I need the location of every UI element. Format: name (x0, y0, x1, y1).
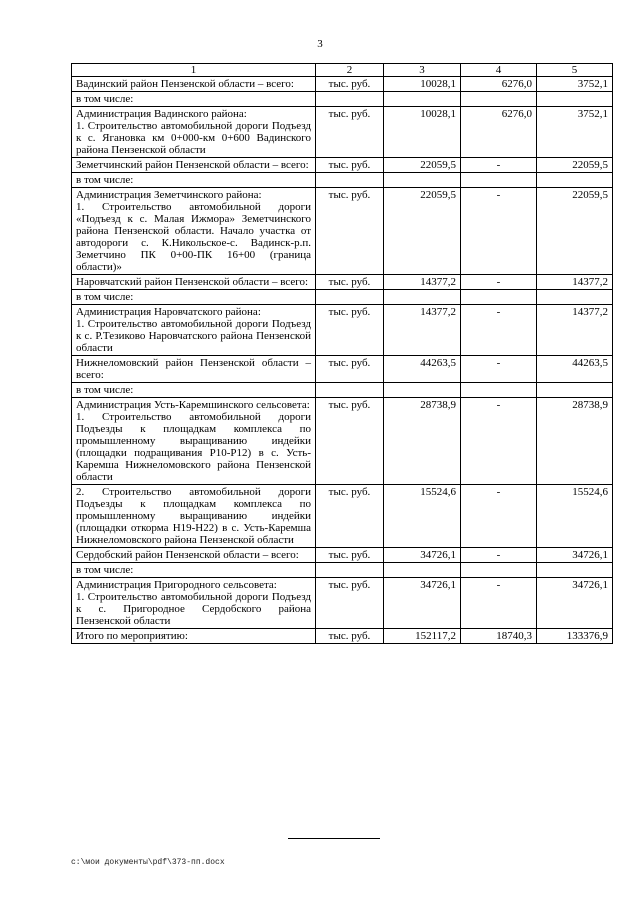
row-col4-cell: - (461, 398, 537, 485)
row-name-cell: Сердобский район Пензенской области – всего: (72, 548, 316, 563)
row-total-cell: 15524,6 (384, 485, 461, 548)
row-unit-cell (316, 290, 384, 305)
row-name-cell: Администрация Пригородного сельсовета: 1. Строительство автомобильной дороги Подъезд к с. Пригородное Сердобского района Пензенской области (72, 578, 316, 629)
row-total-cell: 34726,1 (384, 578, 461, 629)
table-row (72, 398, 613, 485)
row-col5-cell: 3752,1 (537, 77, 613, 92)
row-name-cell: Земетчинский район Пензенской области – всего: (72, 158, 316, 173)
row-name-cell: Вадинский район Пензенской области – всего: (72, 77, 316, 92)
row-col4-cell (461, 173, 537, 188)
row-total-cell: 152117,2 (384, 629, 461, 644)
header-cell: 5 (537, 64, 613, 77)
row-col5-cell: 3752,1 (537, 107, 613, 158)
row-name-cell: 2. Строительство автомобильной дороги Подъезды к площадкам комплекса по промышленному выращиванию индейки (площадки откорма Н19-Н22) в с. Усть-Каремша Нижнеломовского района Пензенской области (72, 485, 316, 548)
row-total-cell: 28738,9 (384, 398, 461, 485)
table-row (72, 383, 613, 398)
row-col4-cell (461, 563, 537, 578)
row-name-cell: Наровчатский район Пензенской области – всего: (72, 275, 316, 290)
table-row (72, 578, 613, 629)
table-row (72, 629, 613, 644)
row-total-cell (384, 290, 461, 305)
row-col4-cell (461, 383, 537, 398)
row-total-cell: 34726,1 (384, 548, 461, 563)
table-row (72, 356, 613, 383)
row-unit-cell (316, 92, 384, 107)
table-row (72, 275, 613, 290)
row-col5-cell: 133376,9 (537, 629, 613, 644)
row-col4-cell: - (461, 548, 537, 563)
table-header-row (72, 64, 613, 77)
row-total-cell (384, 383, 461, 398)
row-name-cell: в том числе: (72, 92, 316, 107)
header-cell: 1 (72, 64, 316, 77)
table-row (72, 92, 613, 107)
row-col5-cell: 44263,5 (537, 356, 613, 383)
row-name-cell: в том числе: (72, 173, 316, 188)
row-unit-cell: тыс. руб. (316, 629, 384, 644)
row-col5-cell: 22059,5 (537, 188, 613, 275)
row-unit-cell: тыс. руб. (316, 578, 384, 629)
row-col4-cell: - (461, 356, 537, 383)
row-unit-cell: тыс. руб. (316, 77, 384, 92)
row-col5-cell (537, 563, 613, 578)
row-name-cell: Администрация Наровчатского района: 1. Строительство автомобильной дороги Подъезд к с. Р.Тезиково Наровчатского района Пензенской области (72, 305, 316, 356)
table-row (72, 548, 613, 563)
row-total-cell: 44263,5 (384, 356, 461, 383)
header-cell: 4 (461, 64, 537, 77)
row-total-cell: 22059,5 (384, 188, 461, 275)
table-row (72, 290, 613, 305)
row-name-cell: Администрация Вадинского района: 1. Строительство автомобильной дороги Подъезд к с. Ягановка км 0+000-км 0+600 Вадинского района Пензенской области (72, 107, 316, 158)
row-col4-cell: - (461, 305, 537, 356)
row-col5-cell: 14377,2 (537, 275, 613, 290)
footer-divider (288, 838, 380, 839)
row-col4-cell: - (461, 188, 537, 275)
table-row (72, 158, 613, 173)
budget-table (71, 63, 613, 644)
row-name-cell: Администрация Усть-Каремшинского сельсовета: 1. Строительство автомобильной дороги Подъезды к площадкам комплекса по промышленному выращиванию индейки (площадки подращивания Р10-Р12) в с. Усть-Каремша Нижнеломовского района Пензенской области (72, 398, 316, 485)
row-name-cell: Итого по мероприятию: (72, 629, 316, 644)
row-unit-cell (316, 173, 384, 188)
row-col5-cell: 34726,1 (537, 578, 613, 629)
row-unit-cell: тыс. руб. (316, 485, 384, 548)
row-unit-cell: тыс. руб. (316, 356, 384, 383)
header-cell: 3 (384, 64, 461, 77)
footer-file-path: c:\мои документы\pdf\373-пп.docx (71, 858, 225, 867)
table-row (72, 77, 613, 92)
row-unit-cell (316, 383, 384, 398)
table-row (72, 188, 613, 275)
row-col5-cell (537, 92, 613, 107)
row-col4-cell: 6276,0 (461, 77, 537, 92)
row-col4-cell: - (461, 578, 537, 629)
row-name-cell: в том числе: (72, 563, 316, 578)
row-total-cell: 22059,5 (384, 158, 461, 173)
row-unit-cell: тыс. руб. (316, 158, 384, 173)
row-unit-cell: тыс. руб. (316, 107, 384, 158)
row-name-cell: Нижнеломовский район Пензенской области – всего: (72, 356, 316, 383)
row-col5-cell (537, 383, 613, 398)
row-total-cell: 10028,1 (384, 107, 461, 158)
row-col4-cell: - (461, 158, 537, 173)
row-unit-cell: тыс. руб. (316, 188, 384, 275)
row-col4-cell (461, 92, 537, 107)
row-name-cell: в том числе: (72, 383, 316, 398)
row-unit-cell: тыс. руб. (316, 548, 384, 563)
row-unit-cell: тыс. руб. (316, 305, 384, 356)
row-col4-cell (461, 290, 537, 305)
table-row (72, 563, 613, 578)
row-total-cell (384, 92, 461, 107)
table-row (72, 173, 613, 188)
row-total-cell: 14377,2 (384, 275, 461, 290)
header-cell: 2 (316, 64, 384, 77)
row-col5-cell: 28738,9 (537, 398, 613, 485)
row-col5-cell: 15524,6 (537, 485, 613, 548)
table-row (72, 107, 613, 158)
row-name-cell: в том числе: (72, 290, 316, 305)
row-col5-cell (537, 290, 613, 305)
row-col4-cell: 6276,0 (461, 107, 537, 158)
row-col5-cell: 34726,1 (537, 548, 613, 563)
row-col4-cell: - (461, 485, 537, 548)
row-name-cell: Администрация Земетчинского района: 1. Строительство автомобильной дороги «Подъезд к с. Малая Ижмора» Земетчинского района Пензенской области. Начало участка от автодороги с. К.Никольское-с. Вадинск-р.п. Земетчино ПК 0+00-ПК 16+00 (граница области)» (72, 188, 316, 275)
row-col4-cell: - (461, 275, 537, 290)
row-unit-cell: тыс. руб. (316, 275, 384, 290)
row-unit-cell: тыс. руб. (316, 398, 384, 485)
row-col4-cell: 18740,3 (461, 629, 537, 644)
table-row (72, 305, 613, 356)
row-total-cell: 14377,2 (384, 305, 461, 356)
table-row (72, 485, 613, 548)
row-col5-cell: 14377,2 (537, 305, 613, 356)
page-number: 3 (317, 38, 323, 50)
row-col5-cell: 22059,5 (537, 158, 613, 173)
row-total-cell (384, 563, 461, 578)
row-total-cell (384, 173, 461, 188)
row-total-cell: 10028,1 (384, 77, 461, 92)
row-unit-cell (316, 563, 384, 578)
row-col5-cell (537, 173, 613, 188)
